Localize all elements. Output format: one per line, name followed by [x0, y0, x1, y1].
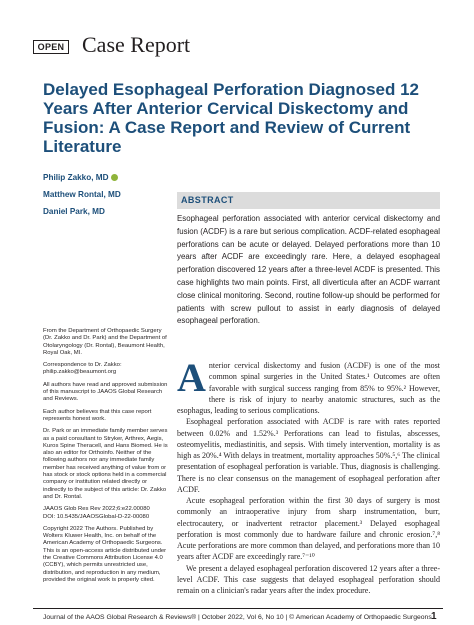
- journal-footer: Journal of the AAOS Global Research & Reviews® | October 2022, Vol 6, No 10 | © American Academy of Orthopaedic Surgeons: [43, 614, 432, 621]
- body-paragraph: Acute esophageal perforation within the first 30 days of surgery is most commonly an intraoperative injury from sharp instrumentation, burr, electrocautery, or inadvertent retractor placement.³ Delayed esophageal perforation is most commonly due to hardware failure and chronic erosion.⁷,⁸ Acute perforations are more common than delayed, and perforations more than 10 years after ACDF are exceedingly rare.⁷⁻¹⁰: [177, 496, 441, 562]
- footer-divider: [33, 608, 443, 609]
- abstract-text: Esophageal perforation associated with anterior cervical diskectomy and fusion (ACDF) is a rare but serious complication. ACDF-related esophageal perforations can be acute or delayed. Delayed perforations more than 10 years after ACDF are exceedingly rare. Here, a delayed esophageal perforation discovered 12 years after a three-level ACDF is presented. This case highlights two main points. First, all diverticula after an ACDF warrant close clinical monitoring. Second, routine follow-up should be performed for patients with screw pullout to assist in early diagnosis of delayed esophageal perforation.: [177, 214, 440, 326]
- article-title: Delayed Esophageal Perforation Diagnosed 12 Years After Anterior Cervical Diskectomy and Fusion: A Case Report and Review of Current Literature: [43, 80, 420, 156]
- author-name: Daniel Park, MD: [43, 207, 105, 216]
- affiliation-note: From the Department of Orthopaedic Surgery (Dr. Zakko and Dr. Park) and the Department of Otolaryngology (Dr. Rontal), Beaumont Health, Royal Oak, MI.: [43, 328, 167, 356]
- copyright-note: Copyright 2022 The Authors. Published by Wolters Kluwer Health, Inc. on behalf of the American Academy of Orthopaedic Surgeons. This is an open-access article distributed under the Creative Commons Attribution License 4.0 (CCBY), which permits unrestricted use, distribution, and reproduction in any medium, provided the original work is properly cited.: [43, 525, 167, 583]
- author-notes: [43, 328, 171, 589]
- article-body: [177, 355, 441, 596]
- page-number: 1: [431, 611, 437, 622]
- approval-note: All authors have read and approved submission of this manuscript to JAAOS Global Research and Reviews.: [43, 381, 168, 403]
- orcid-icon[interactable]: [111, 174, 118, 181]
- author-item: [43, 203, 173, 220]
- author-item: [43, 169, 173, 186]
- drop-cap: A: [177, 355, 206, 400]
- author-list: [43, 169, 173, 220]
- section-label: Case Report: [82, 32, 191, 57]
- abstract-heading: ABSTRACT: [181, 195, 234, 205]
- body-paragraph: [177, 355, 440, 416]
- author-item: [43, 186, 173, 203]
- disclosure-note: Dr. Park or an immediate family member serves as a paid consultant to Stryker, Arthrex, Aegis, Kuros Spine Theracell, and Hans Biomed. He is also an editor for Orthoinfo. Neither of the following authors nor any immediate family member has received anything of value from or has stock or stock options held in a commercial company or institution related directly or indirectly to the subject of this article: Dr. Zakko and Dr. Rontal.: [43, 428, 168, 500]
- author-name: Philip Zakko, MD: [43, 173, 109, 182]
- doi-note[interactable]: DOI: 10.5435/JAAOSGlobal-D-22-00080: [43, 513, 150, 520]
- body-paragraph: We present a delayed esophageal perforation discovered 12 years after a three-level ACDF. This case suggests that delayed esophageal perforation should remain on a clinician's radar years after the index procedure.: [177, 563, 440, 595]
- body-paragraph: Esophageal perforation associated with ACDF is rare with rates reported between 0.02% and 1.52%.³ Perforations can lead to fistulas, abscesses, osteomyelitis, mediastinitis, and sepsis. With timely intervention, mortality is as high as 20%.⁴ With delays in treatment, mortality approaches 50%.⁵,⁶ The clinical presentation of esophageal perforation is variable. Thus, diagnosis is challenging. There is no clear consensus on the management of esophageal perforation after ACDF.: [177, 417, 440, 494]
- honesty-note: Each author believes that this case report represents honest work.: [43, 408, 152, 422]
- correspondence-note: Correspondence to Dr. Zakko: philip.zakko@beaumont.org: [43, 362, 122, 376]
- open-access-badge: OPEN: [33, 40, 69, 54]
- author-name: Matthew Rontal, MD: [43, 190, 121, 199]
- citation-note: JAAOS Glob Res Rev 2022;6:e22.00080: [43, 506, 150, 513]
- body-paragraph-text: nterior cervical diskectomy and fusion (ACDF) is one of the most common spinal surgeries in the United States.¹ Outcomes are often favorable with surgical success ranging from 85% to 95%.² However, there is risk of injury to nearby anatomic structures, such as the esophagus, leading to serious complications.: [177, 361, 440, 415]
